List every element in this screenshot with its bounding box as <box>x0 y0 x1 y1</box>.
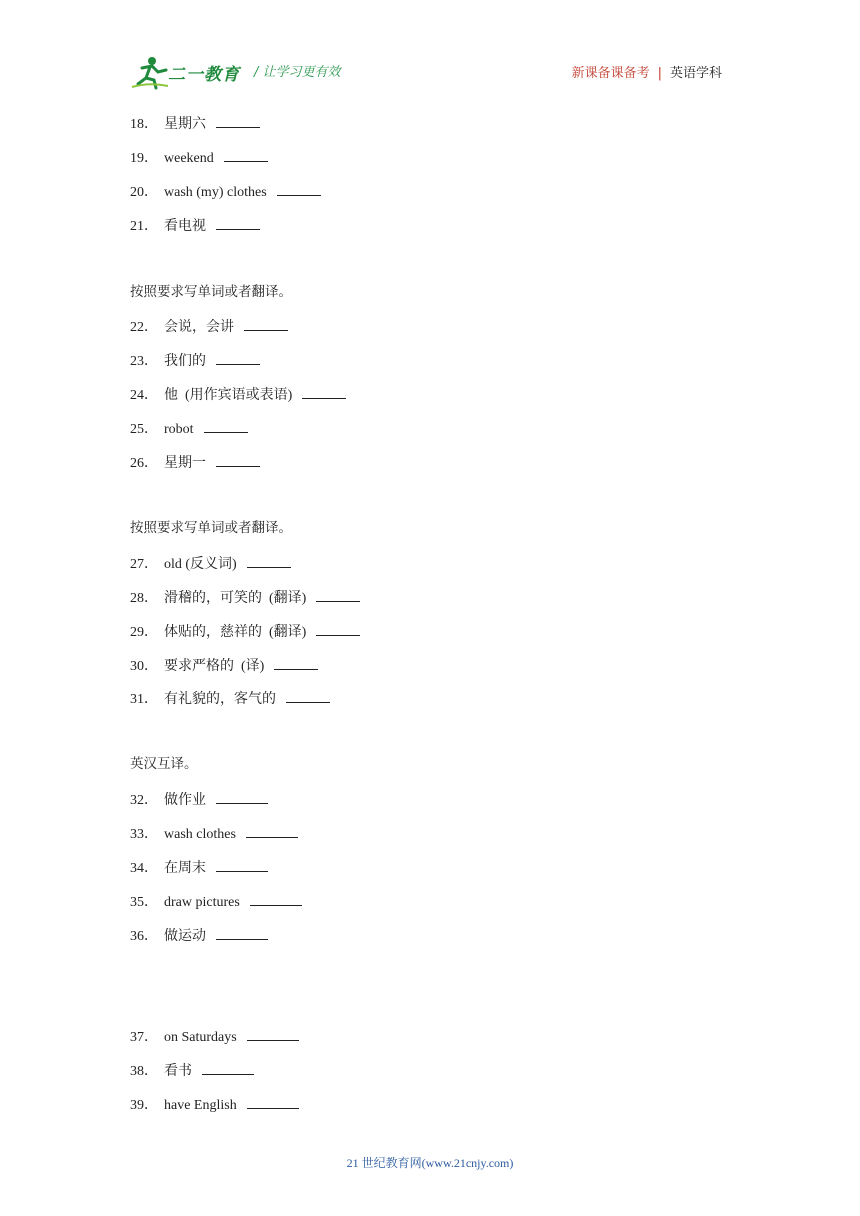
answer-blank[interactable] <box>216 350 260 365</box>
logo <box>130 56 250 90</box>
exercise-item: 19． weekend <box>130 147 268 168</box>
exercise-item: 39． have English <box>130 1094 299 1115</box>
exercise-item: 31． 有礼貌的，客气的 <box>130 688 330 709</box>
exercise-item: 34． 在周末 <box>130 857 268 878</box>
exercise-item: 30． 要求严格的 (译) <box>130 655 318 676</box>
answer-blank[interactable] <box>246 823 298 838</box>
answer-blank[interactable] <box>316 621 360 636</box>
answer-blank[interactable] <box>274 655 318 670</box>
answer-blank[interactable] <box>216 113 260 128</box>
logo-text: 二一教育 <box>168 65 240 85</box>
answer-blank[interactable] <box>244 316 288 331</box>
exercise-item: 28． 滑稽的，可笑的 (翻译) <box>130 587 360 608</box>
exercise-item: 35． draw pictures <box>130 891 302 912</box>
answer-blank[interactable] <box>277 181 321 196</box>
answer-blank[interactable] <box>216 857 268 872</box>
answer-blank[interactable] <box>224 147 268 162</box>
exercise-item: 38． 看书 <box>130 1060 254 1081</box>
exercise-item: 20． wash (my) clothes <box>130 181 321 202</box>
exercise-item: 23． 我们的 <box>130 350 260 371</box>
exercise-item: 32． 做作业 <box>130 789 268 810</box>
answer-blank[interactable] <box>216 789 268 804</box>
answer-blank[interactable] <box>250 891 302 906</box>
answer-blank[interactable] <box>216 452 260 467</box>
exercise-item: 36． 做运动 <box>130 925 268 946</box>
exercise-item: 37． on Saturdays <box>130 1026 299 1047</box>
answer-blank[interactable] <box>216 925 268 940</box>
answer-blank[interactable] <box>202 1060 254 1075</box>
page-header <box>0 0 860 100</box>
answer-blank[interactable] <box>204 418 248 433</box>
answer-blank[interactable] <box>286 688 330 703</box>
header-slogan: / 让学习更有效 <box>254 65 341 80</box>
answer-blank[interactable] <box>302 384 346 399</box>
answer-blank[interactable] <box>247 553 291 568</box>
exercise-item: 26． 星期一 <box>130 452 260 473</box>
header-separator: | <box>657 66 662 81</box>
answer-blank[interactable] <box>316 587 360 602</box>
section-title: 英汉互译。 <box>130 756 198 772</box>
header-right <box>572 62 722 81</box>
exercise-item: 33． wash clothes <box>130 823 298 844</box>
exercise-item: 18． 星期六 <box>130 113 260 134</box>
exercise-item: 21． 看电视 <box>130 215 260 236</box>
exercise-item: 25． robot <box>130 418 248 439</box>
exercise-item: 22． 会说，会讲 <box>130 316 288 337</box>
exercise-item: 27． old (反义词) <box>130 553 291 574</box>
header-subject-label: 英语学科 <box>669 66 722 81</box>
header-course-label: 新课备课备考 <box>571 66 650 81</box>
exercise-item: 29． 体贴的，慈祥的 (翻译) <box>130 621 360 642</box>
page-footer: 21 世纪教育网(www.21cnjy.com) <box>346 1156 514 1170</box>
answer-blank[interactable] <box>247 1026 299 1041</box>
answer-blank[interactable] <box>216 215 260 230</box>
section-title: 按照要求写单词或者翻译。 <box>130 520 292 536</box>
section-title: 按照要求写单词或者翻译。 <box>130 284 292 300</box>
answer-blank[interactable] <box>247 1094 299 1109</box>
runner-logo-icon <box>130 56 170 90</box>
exercise-item: 24． 他 (用作宾语或表语) <box>130 384 346 405</box>
